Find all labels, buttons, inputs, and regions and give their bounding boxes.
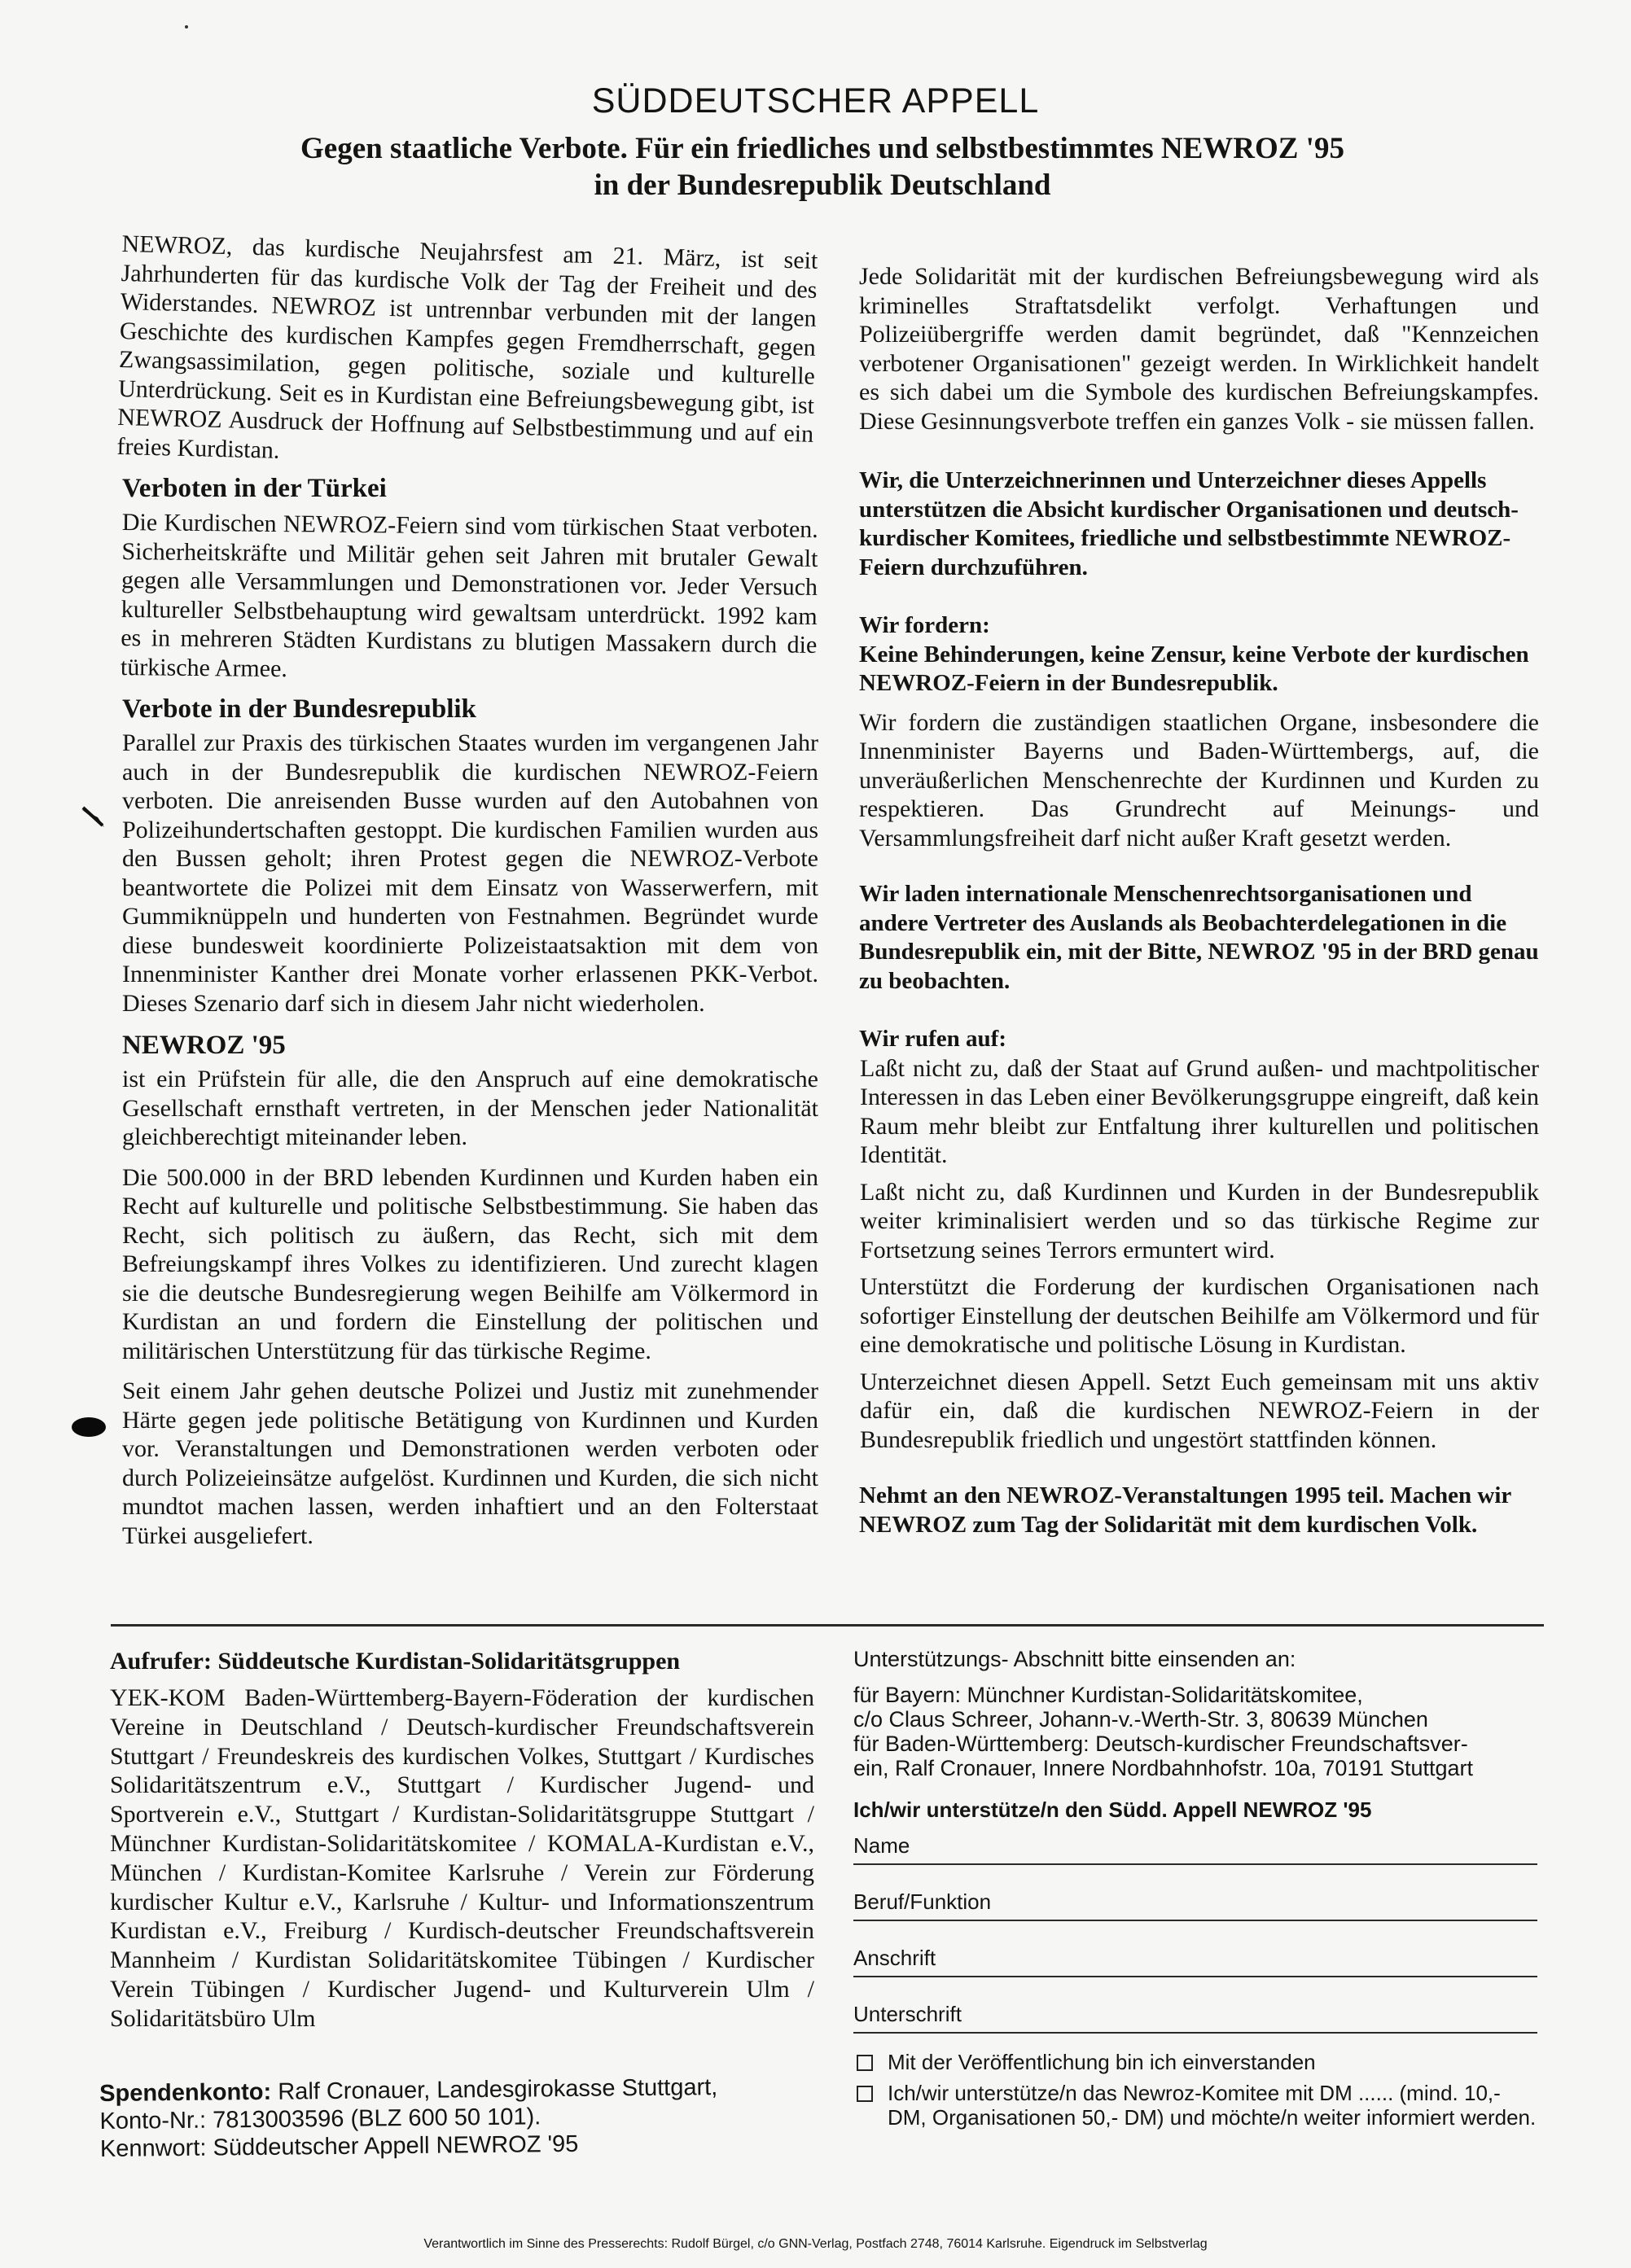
appeal-item-3: Unterstützt die Forderung der kurdischen Organisationen nach sofortiger Einstellung der deutschen Beihilfe am Völkermord und für eine demokratische und politische Lösung in Kurdistan. [860,1273,1539,1358]
paragraph-fordern: Wir fordern die zuständigen staatlichen Organe, insbesondere die Innenminister Bayerns und Baden-Württembergs, auf, die unveräußerlichen Menschenrechte der Kurdinnen und Kurden zu respektieren. Das Grundrecht auf Meinungs- und Versammlungsfreiheit darf nicht außer Kraft gesetzt werden. [859,708,1539,852]
heading-newroz-95: NEWROZ '95 [122,1031,286,1060]
checkbox-donation-label: Ich/wir unterstütze/n das Newroz-Komitee mit DM ...... (mind. 10,- DM, Organisationen 50,- DM) und möchte/n weiter informiert werden. [888,2081,1537,2130]
checkbox-donation[interactable] [853,2081,1544,2130]
aufrufer-heading: Aufrufer: Süddeutsche Kurdistan-Solidaritätsgruppen [110,1648,681,1675]
heading-wir-rufen-auf: Wir rufen auf: [859,1026,1006,1052]
aufrufer-section [110,1646,814,2034]
address-bayern-2: c/o Claus Schreer, Johann-v.-Werth-Str. 3, 80639 München [853,1707,1428,1732]
checkbox-publication[interactable] [853,2050,1544,2074]
statement-unterzeichner: Wir, die Unterzeichnerinnen und Unterzeichner dieses Appells unterstützen die Absicht kurdischer Organisationen und deutsch-kurdischer Komitees, friedliche und selbstbestimmte NEWROZ-Feiern durchzuführen. [859,467,1519,580]
aufrufer-list: YEK-KOM Baden-Württemberg-Bayern-Föderation der kurdischen Vereine in Deutschland / Deutsch-kurdischer Freundschaftsverein Stuttgart / Freundeskreis des kurdischen Volkes, Stuttgart / Kurdisches Solidaritätszentrum e.V., Stuttgart / Kurdischer Jugend- und Sportverein e.V., Stuttgart / Kurdistan-Solidaritätsgruppe Stuttgart / Münchner Kurdistan-Solidaritätskomitee / KOMALA-Kurdistan e.V., München / Kurdistan-Komitee Karlsruhe / Verein zur Förderung kurdischer Kultur e.V., Karlsruhe / Kultur- und Informationszentrum Kurdistan e.V., Freiburg / Kurdisch-deutscher Freundschaftsverein Mannheim / Kurdistan Solidaritätskomitee Tübingen / Kurdischer Verein Tübingen / Kurdischer Jugend- und Kulturverein Ulm / Solidaritätsbüro Ulm [110,1684,814,2032]
donation-label: Spendenkonto: [99,2078,272,2107]
checkbox-group [853,2050,1544,2130]
anschrift-field[interactable] [853,1921,1537,1977]
name-field[interactable] [853,1823,1537,1865]
checkbox-square-icon[interactable] [857,2055,873,2071]
left-column [116,230,818,1561]
subtitle-line-1: Gegen staatliche Verbote. Für ein friedliches und selbstbestimmtes NEWROZ '95 [300,132,1344,165]
unterschrift-field[interactable] [853,1977,1537,2034]
paragraph-newroz-95-3: Seit einem Jahr gehen deutsche Polizei und Justiz mit zunehmender Härte gegen jede politische Betätigung von Kurdinnen und Kurden vor. Veranstaltungen und Demonstrationen werden verboten oder durch Polizeieinsätze aufgelöst. Kurdinnen und Kurden, die sich nicht mundtot machen lassen, werden inhaftiert und an den Folterstaat Türkei ausgeliefert. [122,1377,818,1549]
beruf-label: Beruf/Funktion [853,1889,992,1914]
anschrift-label: Anschrift [853,1946,936,1970]
right-column [859,262,1539,1569]
address-bayern-1: für Bayern: Münchner Kurdistan-Solidaritätskomitee, [853,1683,1363,1707]
donation-kennwort: Kennwort: Süddeutscher Appell NEWROZ '95 [99,2130,579,2162]
demand-keine-verbote: Keine Behinderungen, keine Zensur, keine Verbote der kurdischen NEWROZ-Feiern in der Bundesrepublik. [859,641,1529,696]
paragraph-solidaritaet: Jede Solidarität mit der kurdischen Befreiungsbewegung wird als kriminelles Straftatsdelikt verfolgt. Verhaftungen und Polizeiübergriffe werden damit begründet, daß "Kennzeichen verbotener Organisationen" gezeigt werden. In Wirklichkeit handelt es sich dabei um die Symbole des kurdischen Befreiungskampfes. Diese Gesinnungsverbote treffen ein ganzes Volk - sie müssen fallen. [859,263,1539,435]
donation-holder: Ralf Cronauer, Landesgirokasse Stuttgart, [278,2074,718,2105]
margin-arrow-mark-icon [80,806,107,830]
heading-verbote-bundesrepublik: Verbote in der Bundesrepublik [122,694,476,724]
document-subtitle [212,130,1433,204]
support-heading: Unterstützungs- Abschnitt bitte einsenden an: [853,1647,1296,1671]
appeal-list [859,1054,1539,1455]
support-pledge: Ich/wir unterstütze/n den Südd. Appell NEWROZ '95 [853,1797,1372,1822]
closing-call: Nehmt an den NEWROZ-Veranstaltungen 1995 teil. Machen wir NEWROZ zum Tag der Solidarität mit dem kurdischen Volk. [859,1482,1511,1538]
paragraph-newroz-95-2: Die 500.000 in der BRD lebenden Kurdinnen und Kurden haben ein Recht auf kulturelle und politische Selbstbestimmung. Sie haben das Recht, sich politisch zu äußern, das Recht, sich mit dem Befreiungskampf ihres Volkes zu identifizieren. Und zurecht klagen sie die deutsche Bundesregierung wegen Beihilfe am Völkermord in Kurdistan an und fordern die Einstellung der politischen und militärischen Unterstützung für das türkische Regime. [122,1163,818,1364]
appeal-item-1: Laßt nicht zu, daß der Staat auf Grund außen- und machtpolitischer Interessen in das Leben einer Bevölkerungsgruppe eingreift, daß kein Raum mehr bleibt zur Entfaltung ihrer kulturellen und politischen Identität. [860,1054,1539,1168]
checkbox-square-icon[interactable] [857,2086,873,2102]
appeal-item-2: Laßt nicht zu, daß Kurdinnen und Kurden in der Bundesrepublik weiter kriminalisiert werden und so das türkische Regime zur Fortsetzung seines Terrors ermuntert wird. [860,1178,1539,1263]
name-label: Name [853,1833,910,1858]
paragraph-bundesrepublik: Parallel zur Praxis des türkischen Staates wurden im vergangenen Jahr auch in der Bundesrepublik die kurdischen NEWROZ-Feiern verboten. Die anreisenden Busse wurden auf den Autobahnen von Polizeihundertschaften gestoppt. Die kurdischen Familien wurden aus den Bussen geholt; ihren Protest gegen die NEWROZ-Verbote beantwortete die Polizei mit dem Einsatz von Wasserwerfern, mit Gummiknüppeln und hunderten von Festnahmen. Begründet wurde diese bundesweit koordinierte Polizeistaatsaktion mit dem von Innenminister Kanther drei Monate vorher erlassenen PKK-Verbot. Dieses Szenario darf sich in diesem Jahr nicht wiederholen. [122,729,818,1017]
unterschrift-label: Unterschrift [853,2002,962,2026]
statement-beobachter: Wir laden internationale Menschenrechtsorganisationen und andere Vertreter des Auslands als Beobachterdelegationen in die Bundesrepublik ein, mit der Bitte, NEWROZ '95 in der BRD genau zu beobachten. [859,881,1539,994]
ink-blot-mark-icon [70,1415,107,1439]
address-bw-2: ein, Ralf Cronauer, Innere Nordbahnhofstr. 10a, 70191 Stuttgart [853,1756,1473,1780]
imprint-footer: Verantwortlich im Sinne des Presserechts: Rudolf Bürgel, c/o GNN-Verlag, Postfach 2748, 76014 Karlsruhe. Eigendruck im Selbstverlag [423,2237,1208,2251]
subtitle-line-2: in der Bundesrepublik Deutschland [594,169,1051,202]
address-bw-1: für Baden-Württemberg: Deutsch-kurdischer Freundschaftsver- [853,1732,1468,1756]
support-form [853,1646,1544,2130]
paragraph-newroz-95-1: ist ein Prüfstein für alle, die den Anspruch auf eine demokratische Gesellschaft ernsthaft vertreten, in der Menschen jeder Nationalität gleichberechtigt miteinander leben. [122,1066,818,1150]
beruf-field[interactable] [853,1865,1537,1921]
donation-account [99,2073,800,2163]
checkbox-publication-label: Mit der Veröffentlichung bin ich einverstanden [888,2050,1316,2074]
speck-mark-icon [184,24,189,29]
paragraph-tuerkei: Die Kurdischen NEWROZ-Feiern sind vom türkischen Staat verboten. Sicherheitskräfte und Militär gehen seit Jahren mit brutaler Gewalt gegen alle Versammlungen und Demonstrationen vor. Jeder Versuch kultureller Selbstbehauptung wird gewaltsam unterdrückt. 1992 kam es in mehreren Städten Kurdistans zu blutigen Massakern durch die türkische Armee. [120,508,818,682]
donation-konto: Konto-Nr.: 7813003596 (BLZ 600 50 101). [99,2104,541,2134]
appeal-item-4: Unterzeichnet diesen Appell. Setzt Euch gemeinsam mit uns aktiv dafür ein, daß die kurdischen NEWROZ-Feiern in der Bundesrepublik friedlich und ungestört stattfinden können. [860,1368,1539,1453]
section-divider [111,1624,1544,1627]
document-title: SÜDDEUTSCHER APPELL [591,81,1040,120]
heading-wir-fordern: Wir fordern: [859,612,990,638]
intro-paragraph: NEWROZ, das kurdische Neujahrsfest am 21. März, ist seit Jahrhunderten für das kurdische Volk der Tag der Freiheit und des Widerstandes. NEWROZ ist untrennbar verbunden mit der langen Geschichte des kurdischen Kampfes gegen Fremdherrschaft, gegen Zwangsassimilation, gegen politische, soziale und kulturelle Unterdrückung. Seit es in Kurdistan eine Befreiungsbewegung gibt, ist NEWROZ Ausdruck der Hoffnung auf Selbstbestimmung und auf ein freies Kurdistan. [116,230,818,464]
heading-verboten-tuerkei: Verboten in der Türkei [122,474,387,503]
